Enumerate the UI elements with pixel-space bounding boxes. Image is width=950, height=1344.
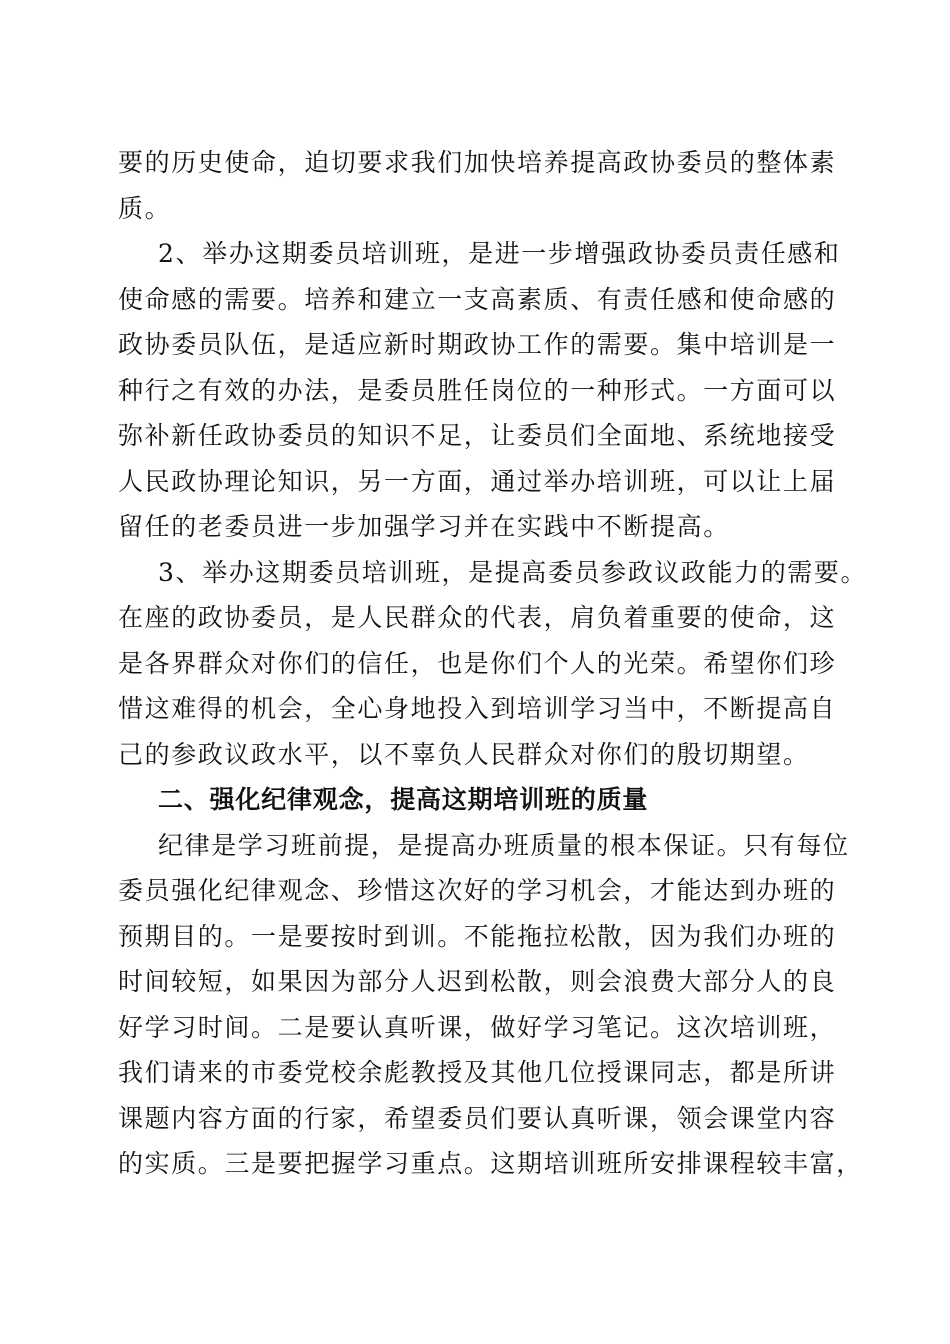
text-line: 留任的老委员进一步加强学习并在实践中不断提高。 [118,512,730,541]
text-line: 课题内容方面的行家，希望委员们要认真听课，领会课堂内容 [118,1103,837,1133]
text-line: 种行之有效的办法，是委员胜任岗位的一种形式。一方面可以 [118,375,837,405]
text-line: 委员强化纪律观念、珍惜这次好的学习机会，才能达到办班的 [118,876,837,905]
text-line: 惜这难得的机会，全心身地投入到培训学习当中，不断提高自 [118,694,837,723]
text-line: 弥补新任政协委员的知识不足，让委员们全面地、系统地接受 [118,421,837,450]
text-line: 质。 [118,193,172,223]
text-line: 人民政协理论知识，另一方面，通过举办培训班，可以让上届 [118,466,837,496]
text-line: 己的参政议政水平，以不辜负人民群众对你们的殷切期望。 [118,739,810,769]
text-line: 要的历史使命，迫切要求我们加快培养提高政协委员的整体素 [118,148,837,177]
text-line: 的实质。三是要把握学习重点。这期培训班所安排课程较丰富， [118,1149,863,1178]
document-body [118,140,868,1187]
text-line: 好学习时间。二是要认真听课，做好学习笔记。这次培训班， [118,1012,837,1042]
text-line: 政协委员队伍，是适应新时期政协工作的需要。集中培训是一 [118,330,837,359]
paragraph-start-line: 纪律是学习班前提，是提高办班质量的根本保证。只有每位 [158,830,850,860]
text-line: 是各界群众对你们的信任，也是你们个人的光荣。希望你们珍 [118,648,837,678]
paragraph-start-line: 2、举办这期委员培训班，是进一步增强政协委员责任感和 [158,239,841,268]
text-line: 在座的政协委员，是人民群众的代表，肩负着重要的使命，这 [118,603,837,632]
text-line: 时间较短，如果因为部分人迟到松散，则会浪费大部分人的良 [118,967,837,996]
paragraph-start-line: 3、举办这期委员培训班，是提高委员参政议政能力的需要。 [158,557,868,587]
section-heading: 二、强化纪律观念，提高这期培训班的质量 [158,785,649,814]
text-line: 我们请来的市委党校余彪教授及其他几位授课同志，都是所讲 [118,1058,837,1087]
text-line: 预期目的。一是要按时到训。不能拖拉松散，因为我们办班的 [118,921,837,951]
text-line: 使命感的需要。培养和建立一支高素质、有责任感和使命感的 [118,284,837,314]
